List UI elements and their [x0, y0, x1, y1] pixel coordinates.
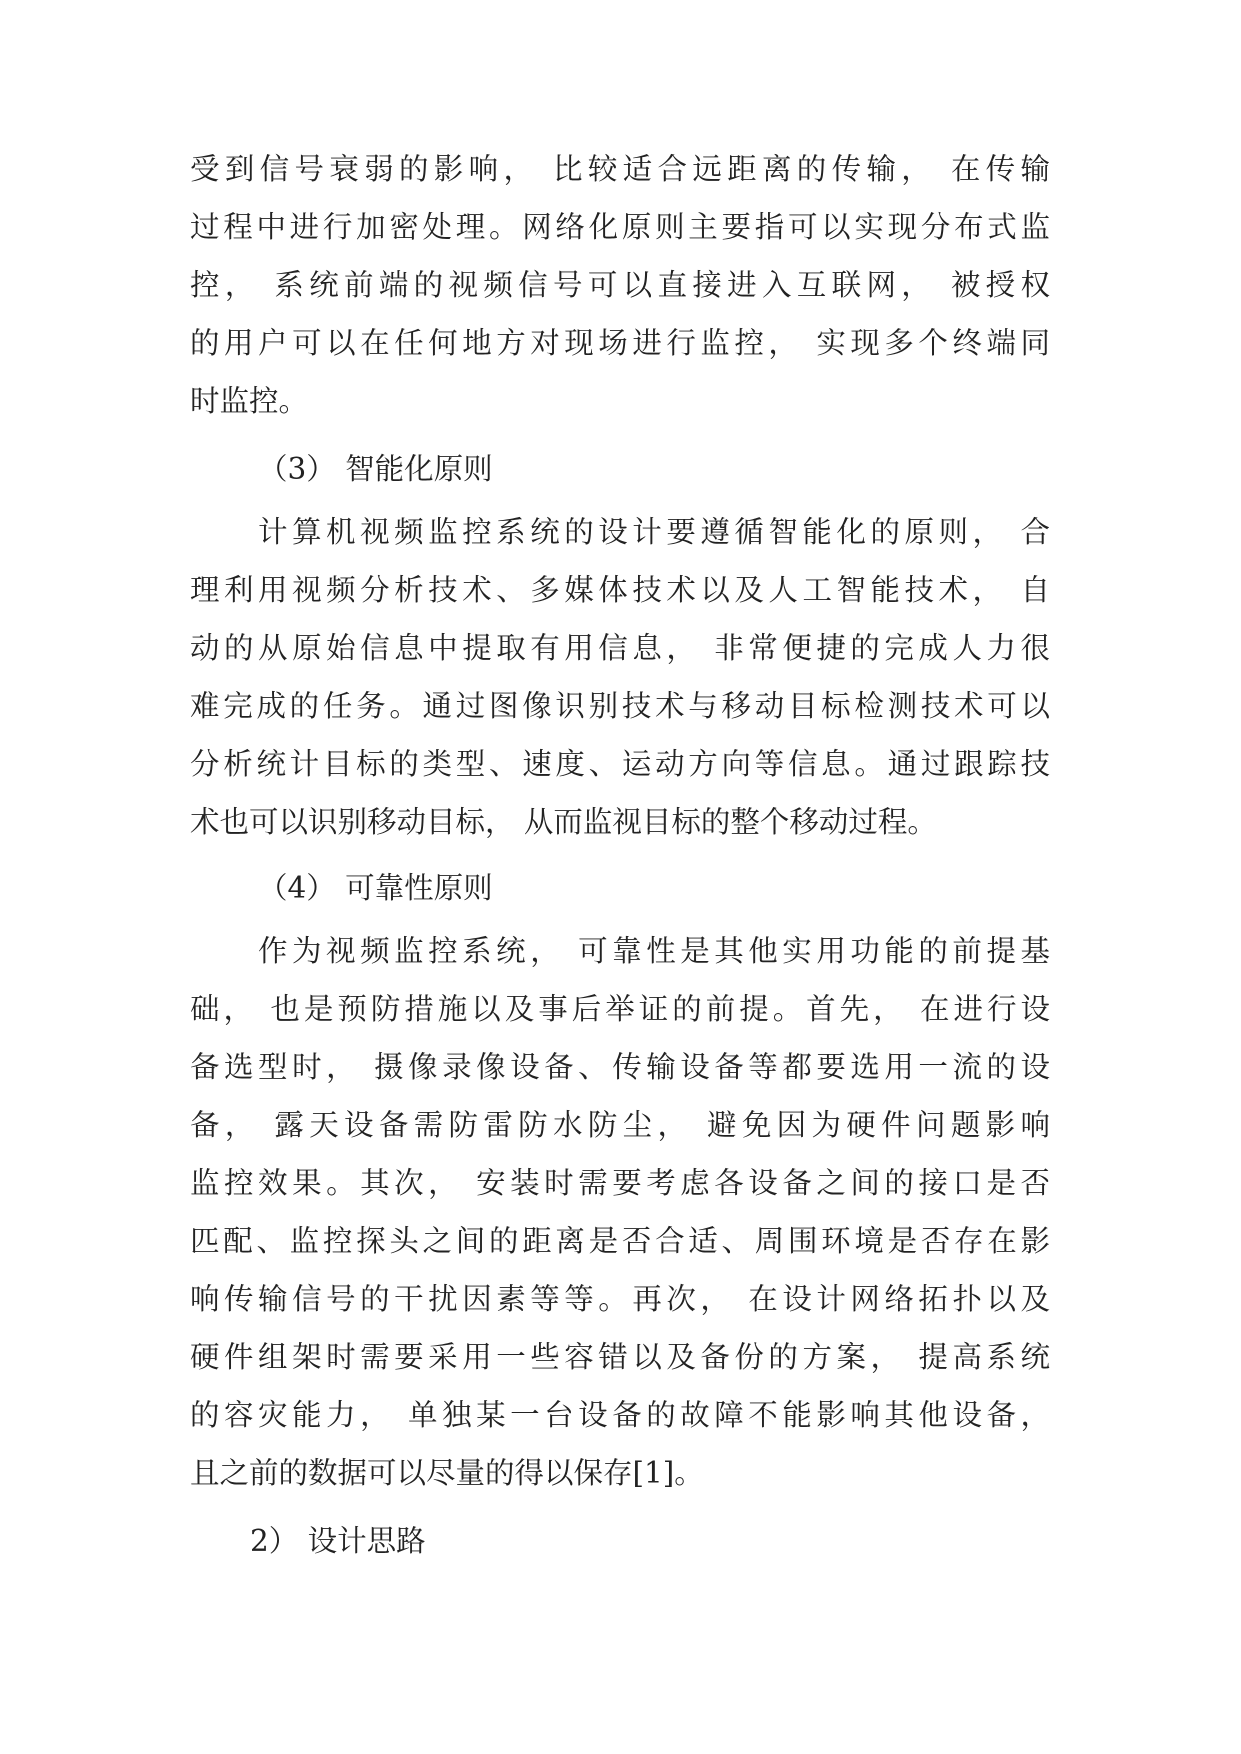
section-heading: （3） 智能化原则: [258, 452, 493, 486]
paragraph-line: 动的从原始信息中提取有用信息， 非常便捷的完成人力很: [190, 631, 1050, 665]
paragraph-line: 作为视频监控系统， 可靠性是其他实用功能的前提基: [258, 934, 1050, 968]
paragraph-line: 过程中进行加密处理。网络化原则主要指可以实现分布式监: [190, 210, 1050, 244]
paragraph-line: 时监控。: [190, 384, 309, 418]
paragraph-line: 响传输信号的干扰因素等等。再次， 在设计网络拓扑以及: [190, 1282, 1050, 1316]
paragraph-line: 分析统计目标的类型、速度、运动方向等信息。通过跟踪技: [190, 747, 1050, 781]
section-heading: （4） 可靠性原则: [258, 871, 493, 905]
paragraph-line: 计算机视频监控系统的设计要遵循智能化的原则， 合: [258, 515, 1050, 549]
paragraph-line: 硬件组架时需要采用一些容错以及备份的方案， 提高系统: [190, 1340, 1050, 1374]
paragraph-line: 匹配、监控探头之间的距离是否合适、周围环境是否存在影: [190, 1224, 1050, 1258]
paragraph-line: 控， 系统前端的视频信号可以直接进入互联网， 被授权: [190, 268, 1050, 302]
paragraph-line: 受到信号衰弱的影响， 比较适合远距离的传输， 在传输: [190, 152, 1050, 186]
paragraph-line: 础， 也是预防措施以及事后举证的前提。首先， 在进行设: [190, 992, 1050, 1026]
paragraph-line: 备选型时， 摄像录像设备、传输设备等都要选用一流的设: [190, 1050, 1050, 1084]
paragraph-line: 的容灾能力， 单独某一台设备的故障不能影响其他设备，: [190, 1398, 1050, 1432]
paragraph-line: 且之前的数据可以尽量的得以保存[1]。: [190, 1456, 704, 1490]
paragraph-line: 理利用视频分析技术、多媒体技术以及人工智能技术， 自: [190, 573, 1050, 607]
paragraph-line: 监控效果。其次， 安装时需要考虑各设备之间的接口是否: [190, 1166, 1050, 1200]
section-heading: 2） 设计思路: [250, 1524, 426, 1558]
paragraph-line: 难完成的任务。通过图像识别技术与移动目标检测技术可以: [190, 689, 1050, 723]
paragraph-line: 备， 露天设备需防雷防水防尘， 避免因为硬件问题影响: [190, 1108, 1050, 1142]
paragraph-line: 术也可以识别移动目标， 从而监视目标的整个移动过程。: [190, 805, 937, 839]
paragraph-line: 的用户可以在任何地方对现场进行监控， 实现多个终端同: [190, 326, 1050, 360]
